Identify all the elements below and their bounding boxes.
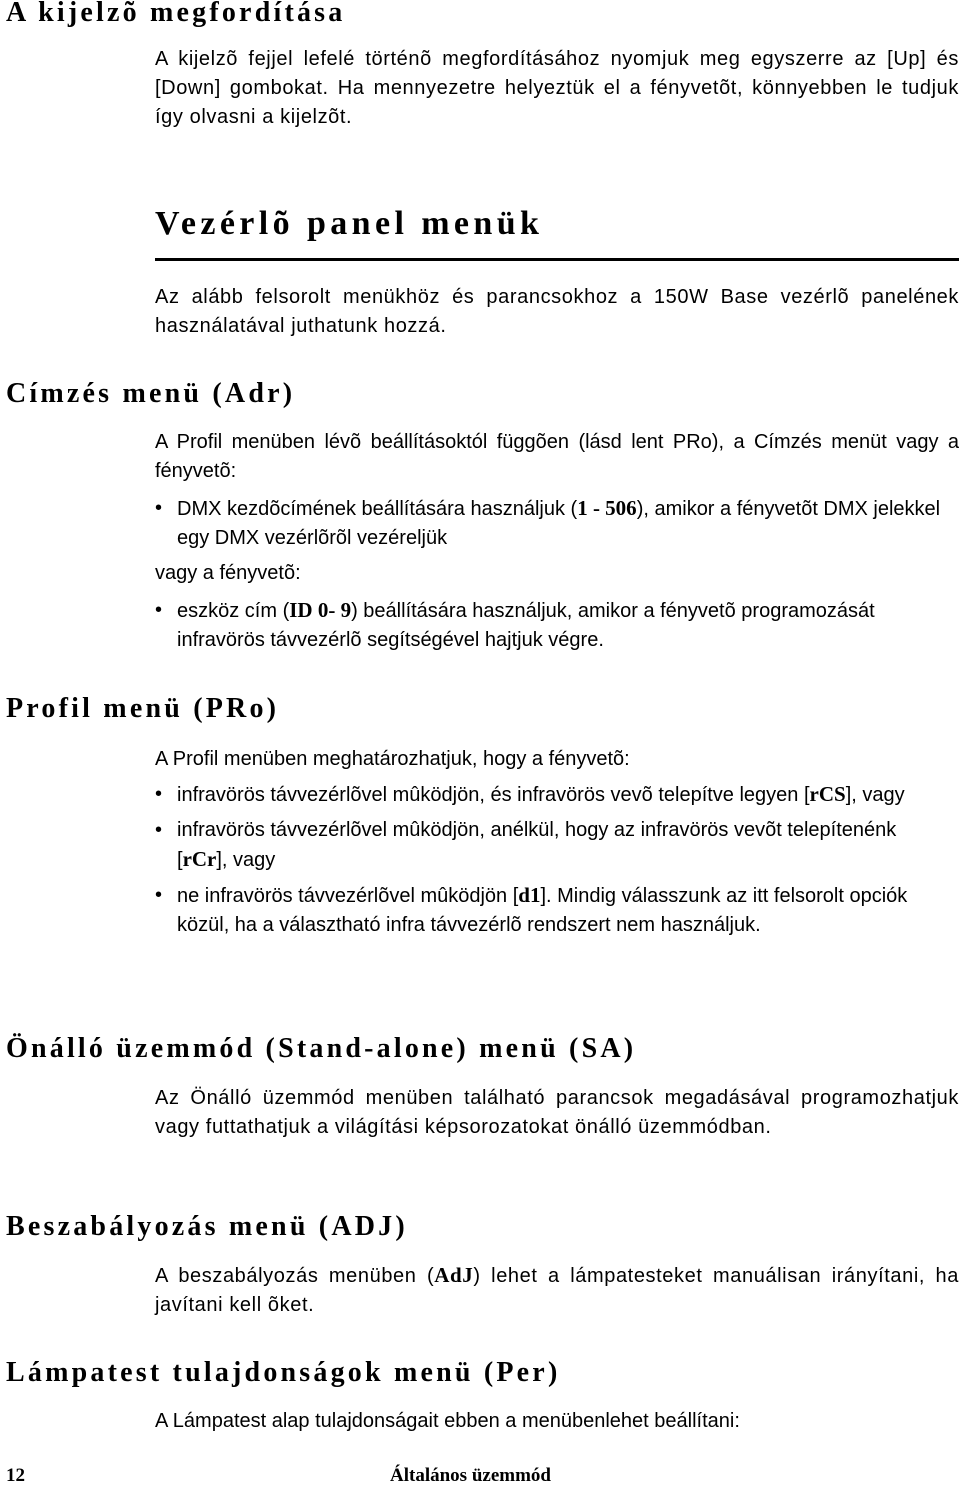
paragraph-adjust-menu: A beszabályozás menüben (AdJ) lehet a lámpatesteket manuálisan irányítani, ha javítani kell õket.: [155, 1263, 959, 1316]
d1-code: d1: [518, 883, 541, 907]
list-item: • ne infravörös távvezérlõvel mûködjön [d1]. Mindig válasszunk az itt felsorolt opciók közül, ha a választható infra távvezérlõ rendszert nem használjuk.: [155, 881, 945, 940]
heading-standalone-menu: Önálló üzemmód (Stand-alone) menü (SA): [6, 1033, 637, 1064]
profile-menu-list: [155, 780, 945, 940]
address-menu-list-2: [155, 596, 959, 655]
id-range-code: ID 0- 9: [289, 598, 352, 622]
heading-control-panel-menus: Vezérlõ panel menük: [155, 205, 544, 242]
profile-menu-intro: A Profil menüben meghatározhatjuk, hogy a fényvetõ:: [155, 748, 630, 770]
paragraph-display-flip: A kijelzõ fejjel lefelé történõ megfordításához nyomjuk meg egyszerre az [Up] és [Down] gombokat. Ha mennyezetre helyeztük el a fényvetõt, könnyebben le tudjuk így olvasni a kijelzõt.: [155, 48, 959, 128]
rcr-code: rCr: [182, 847, 217, 871]
list-item: • DMX kezdõcímének beállítására használjuk (1 - 506), amikor a fényvetõt DMX jelekkel egy DMX vezérlõrõl vezéreljük: [155, 494, 959, 553]
rcs-code: rCS: [809, 782, 846, 806]
address-menu-body: [155, 428, 959, 661]
heading-display-flip: A kijelzõ megfordítása: [6, 0, 346, 28]
address-menu-list: [155, 494, 959, 553]
heading-adjust-menu: Beszabályozás menü (ADJ): [6, 1211, 408, 1242]
adj-code: AdJ: [434, 1263, 474, 1287]
heading-profile-menu: Profil menü (PRo): [6, 693, 280, 724]
heading-address-menu: Címzés menü (Adr): [6, 378, 296, 409]
list-item: • eszköz cím (ID 0- 9) beállítására használjuk, amikor a fényvetõ programozását infravörös távvezérlõ segítségével hajtjuk végre.: [155, 596, 959, 655]
paragraph-fixture-properties-menu: A Lámpatest alap tulajdonságait ebben a menübenlehet beállítani:: [155, 1410, 740, 1432]
paragraph-control-panel-menus: Az alább felsorolt menükhöz és parancsokhoz a 150W Base vezérlõ panelének használatával juthatunk hozzá.: [155, 286, 959, 337]
address-menu-intro: A Profil menüben lévõ beállításoktól függõen (lásd lent PRo), a Címzés menüt vagy a fényvetõ:: [155, 431, 959, 482]
page-number: 12: [6, 1465, 25, 1486]
footer-section-label: Általános üzemmód: [390, 1465, 551, 1486]
heading-fixture-properties-menu: Lámpatest tulajdonságok menü (Per): [6, 1357, 561, 1388]
profile-menu-body: [155, 745, 945, 946]
section-rule: [155, 258, 959, 261]
list-item: • infravörös távvezérlõvel mûködjön, és infravörös vevõ telepítve legyen [rCS], vagy: [155, 780, 945, 810]
paragraph-standalone-menu: Az Önálló üzemmód menüben található parancsok megadásával programozhatjuk vagy futtathatjuk a világítási képsorozatokat önálló üzemmódban.: [155, 1087, 959, 1138]
address-menu-or: vagy a fényvetõ:: [155, 562, 301, 584]
dmx-range-code: 1 - 506: [577, 496, 637, 520]
list-item: • infravörös távvezérlõvel mûködjön, anélkül, hogy az infravörös vevõt telepítenénk [rCr], vagy: [155, 816, 945, 875]
